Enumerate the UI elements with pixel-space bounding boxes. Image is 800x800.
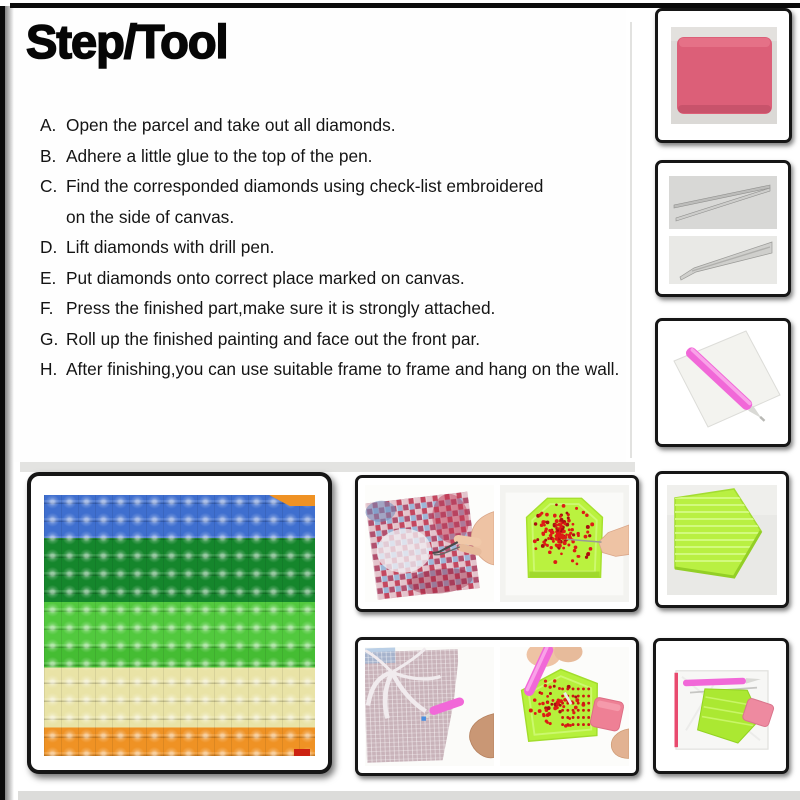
step-d-label: D.	[40, 237, 58, 257]
step-f-label: F.	[40, 298, 54, 318]
diamond-rows-stripes	[44, 495, 315, 756]
step-h-text: After finishing,you can use suitable frame to frame and hang on the wall.	[66, 359, 620, 379]
palm-canvas-pen-photo	[365, 647, 494, 766]
diamond-rows-photo	[27, 472, 332, 774]
page-title: Step/Tool	[26, 15, 228, 68]
wax-pad-illustration	[658, 11, 789, 140]
drill-pen-photo	[655, 318, 791, 447]
straight-tweezers	[669, 176, 777, 229]
drill-pen-illustration	[658, 321, 788, 444]
curved-tweezers	[669, 236, 777, 284]
pink-wax-pad-photo	[655, 8, 792, 143]
step-f	[40, 299, 626, 319]
left-border-shadow	[5, 6, 14, 800]
tweezers-photo	[655, 160, 791, 297]
steps-list	[40, 116, 626, 391]
step-c	[40, 177, 626, 197]
step-a-text: Open the parcel and take out all diamonds.	[66, 115, 396, 135]
step-d-text: Lift diamonds with drill pen.	[66, 237, 275, 257]
green-tray-photo	[655, 471, 789, 608]
pick-from-tray-photo	[500, 647, 629, 766]
step-g	[40, 330, 626, 350]
card-bottom-edge	[20, 462, 635, 472]
canvas-tweezers-photo	[365, 485, 494, 602]
step-b-label: B.	[40, 145, 57, 166]
step-g-text: Roll up the finished painting and face out the front par.	[66, 328, 481, 349]
step-e	[40, 269, 626, 289]
step-b-text: Adhere a little glue to the top of the pen.	[66, 145, 373, 166]
red-corner	[294, 749, 310, 756]
kit-bag-photo	[653, 638, 789, 774]
step-a-label: A.	[40, 115, 57, 135]
process-photos-tweezers	[355, 475, 639, 612]
step-h-label: H.	[40, 359, 58, 379]
orange-corner	[259, 495, 315, 506]
blue-diamond	[421, 716, 426, 720]
step-f-text: Press the finished part,make sure it is strongly attached.	[66, 298, 496, 318]
step-c-text: Find the corresponded diamonds using check-list embroidered	[66, 176, 544, 196]
instruction-card	[14, 8, 626, 462]
tweezers-illustration	[658, 163, 788, 294]
vertical-divider	[630, 22, 632, 458]
step-d	[40, 238, 626, 258]
step-h	[40, 360, 626, 380]
page-bottom-edge	[18, 791, 800, 800]
bag-seal-strip	[675, 673, 679, 747]
step-e-label: E.	[40, 267, 57, 288]
green-tray-illustration	[658, 474, 786, 605]
step-e-text: Put diamonds onto correct place marked on canvas.	[66, 267, 465, 288]
step-c-label: C.	[40, 176, 58, 196]
step-c-continuation: on the side of canvas.	[66, 206, 235, 227]
tray-red-diamonds-photo	[500, 485, 629, 602]
kit-bag-illustration	[656, 641, 786, 771]
process-photos-pen	[355, 637, 639, 776]
step-a	[40, 116, 626, 136]
step-b	[40, 147, 626, 167]
step-g-label: G.	[40, 328, 59, 349]
